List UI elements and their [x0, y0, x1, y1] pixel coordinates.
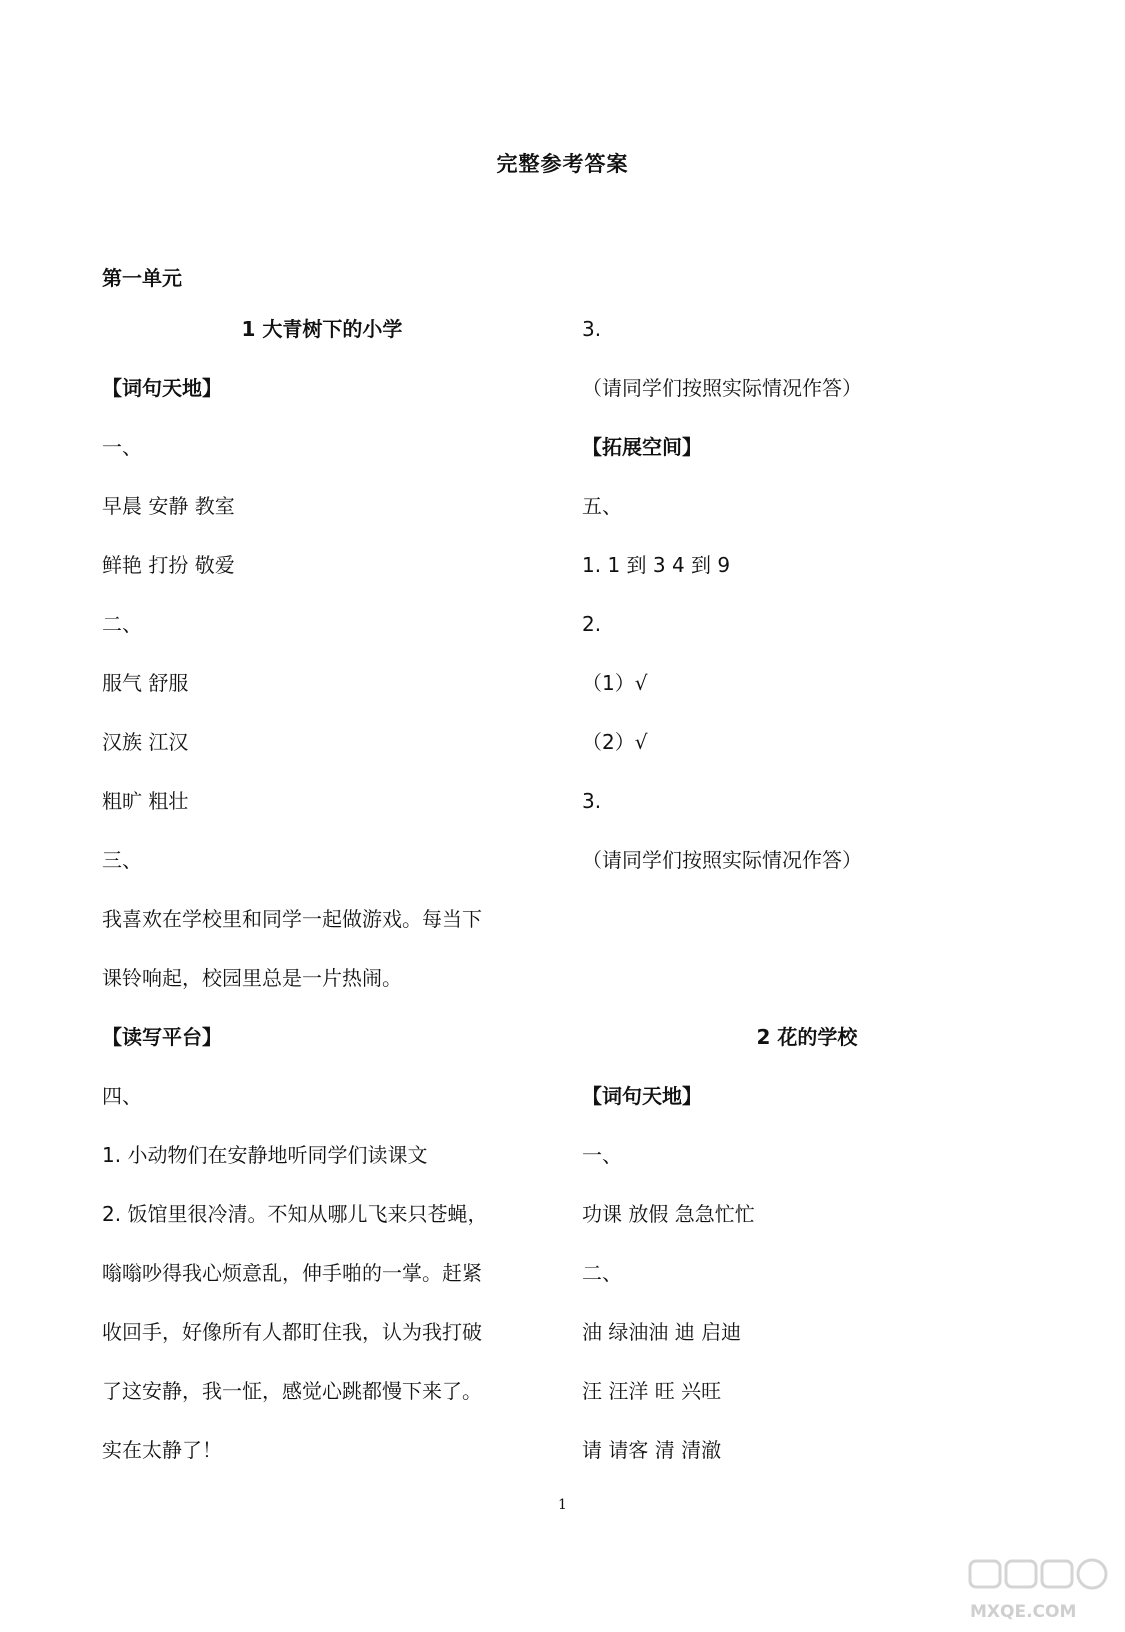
left-column-line: 汉族 江汉 — [102, 730, 189, 754]
left-column-line: 实在太静了！ — [102, 1438, 222, 1462]
left-column-line: 粗旷 粗壮 — [102, 789, 189, 813]
left-column-line: 了这安静，我一怔，感觉心跳都慢下来了。 — [102, 1379, 482, 1403]
left-column-line: 课铃响起，校园里总是一片热闹。 — [102, 966, 402, 990]
right-column-line: 一、 — [582, 1143, 622, 1167]
right-column-line: 【拓展空间】 — [582, 435, 702, 459]
right-column-line: （请同学们按照实际情况作答） — [582, 376, 862, 400]
right-column-line: 2 花的学校 — [756, 1025, 858, 1049]
right-column-line: 请 请客 清 清澈 — [582, 1438, 722, 1462]
left-column-line: 二、 — [102, 612, 142, 636]
right-column-line: 【词句天地】 — [582, 1084, 702, 1108]
left-column-line: 一、 — [102, 435, 142, 459]
left-column-line: 四、 — [102, 1084, 142, 1108]
right-column-line: 油 绿油油 迪 启迪 — [582, 1320, 742, 1344]
right-column-line: 2. — [582, 612, 602, 636]
right-column-line: 二、 — [582, 1261, 622, 1285]
left-column-line: 收回手，好像所有人都盯住我，认为我打破 — [102, 1320, 482, 1344]
left-column-line: 鲜艳 打扮 敬爱 — [102, 553, 235, 577]
left-column-line: 服气 舒服 — [102, 671, 189, 695]
left-column-line: 我喜欢在学校里和同学一起做游戏。每当下 — [102, 907, 482, 931]
page-title: 完整参考答案 — [496, 152, 629, 176]
right-column-line: 五、 — [582, 494, 622, 518]
right-column-line: （1）√ — [582, 671, 648, 695]
right-column-line: 1. 1 到 3 4 到 9 — [582, 553, 731, 577]
unit-title: 第一单元 — [102, 266, 182, 290]
left-column — [102, 300, 542, 1480]
right-column-line: 汪 汪洋 旺 兴旺 — [582, 1379, 722, 1403]
right-column-line — [582, 890, 1032, 949]
right-column-line: 3. — [582, 317, 602, 341]
left-column-line: 【读写平台】 — [102, 1025, 222, 1049]
left-column-line: 嗡嗡吵得我心烦意乱，伸手啪的一掌。赶紧 — [102, 1261, 482, 1285]
right-column-line: （请同学们按照实际情况作答） — [582, 848, 862, 872]
right-column-line: 3. — [582, 789, 602, 813]
left-column-line: 早晨 安静 教室 — [102, 494, 235, 518]
watermark-logo — [964, 1555, 1114, 1625]
left-column-line: 三、 — [102, 848, 142, 872]
watermark-text: MXQE.COM — [970, 1602, 1077, 1622]
right-column-line: （2）√ — [582, 730, 648, 754]
page-number: 1 — [558, 1497, 567, 1513]
left-column-line: 1. 小动物们在安静地听同学们读课文 — [102, 1143, 428, 1167]
right-column-line: 功课 放假 急急忙忙 — [582, 1202, 755, 1226]
right-column-line — [582, 949, 1032, 1008]
left-column-line: 2. 饭馆里很冷清。不知从哪儿飞来只苍蝇， — [102, 1202, 488, 1226]
right-column — [582, 300, 1032, 1480]
left-column-line: 1 大青树下的小学 — [241, 317, 403, 341]
left-column-line: 【词句天地】 — [102, 376, 222, 400]
